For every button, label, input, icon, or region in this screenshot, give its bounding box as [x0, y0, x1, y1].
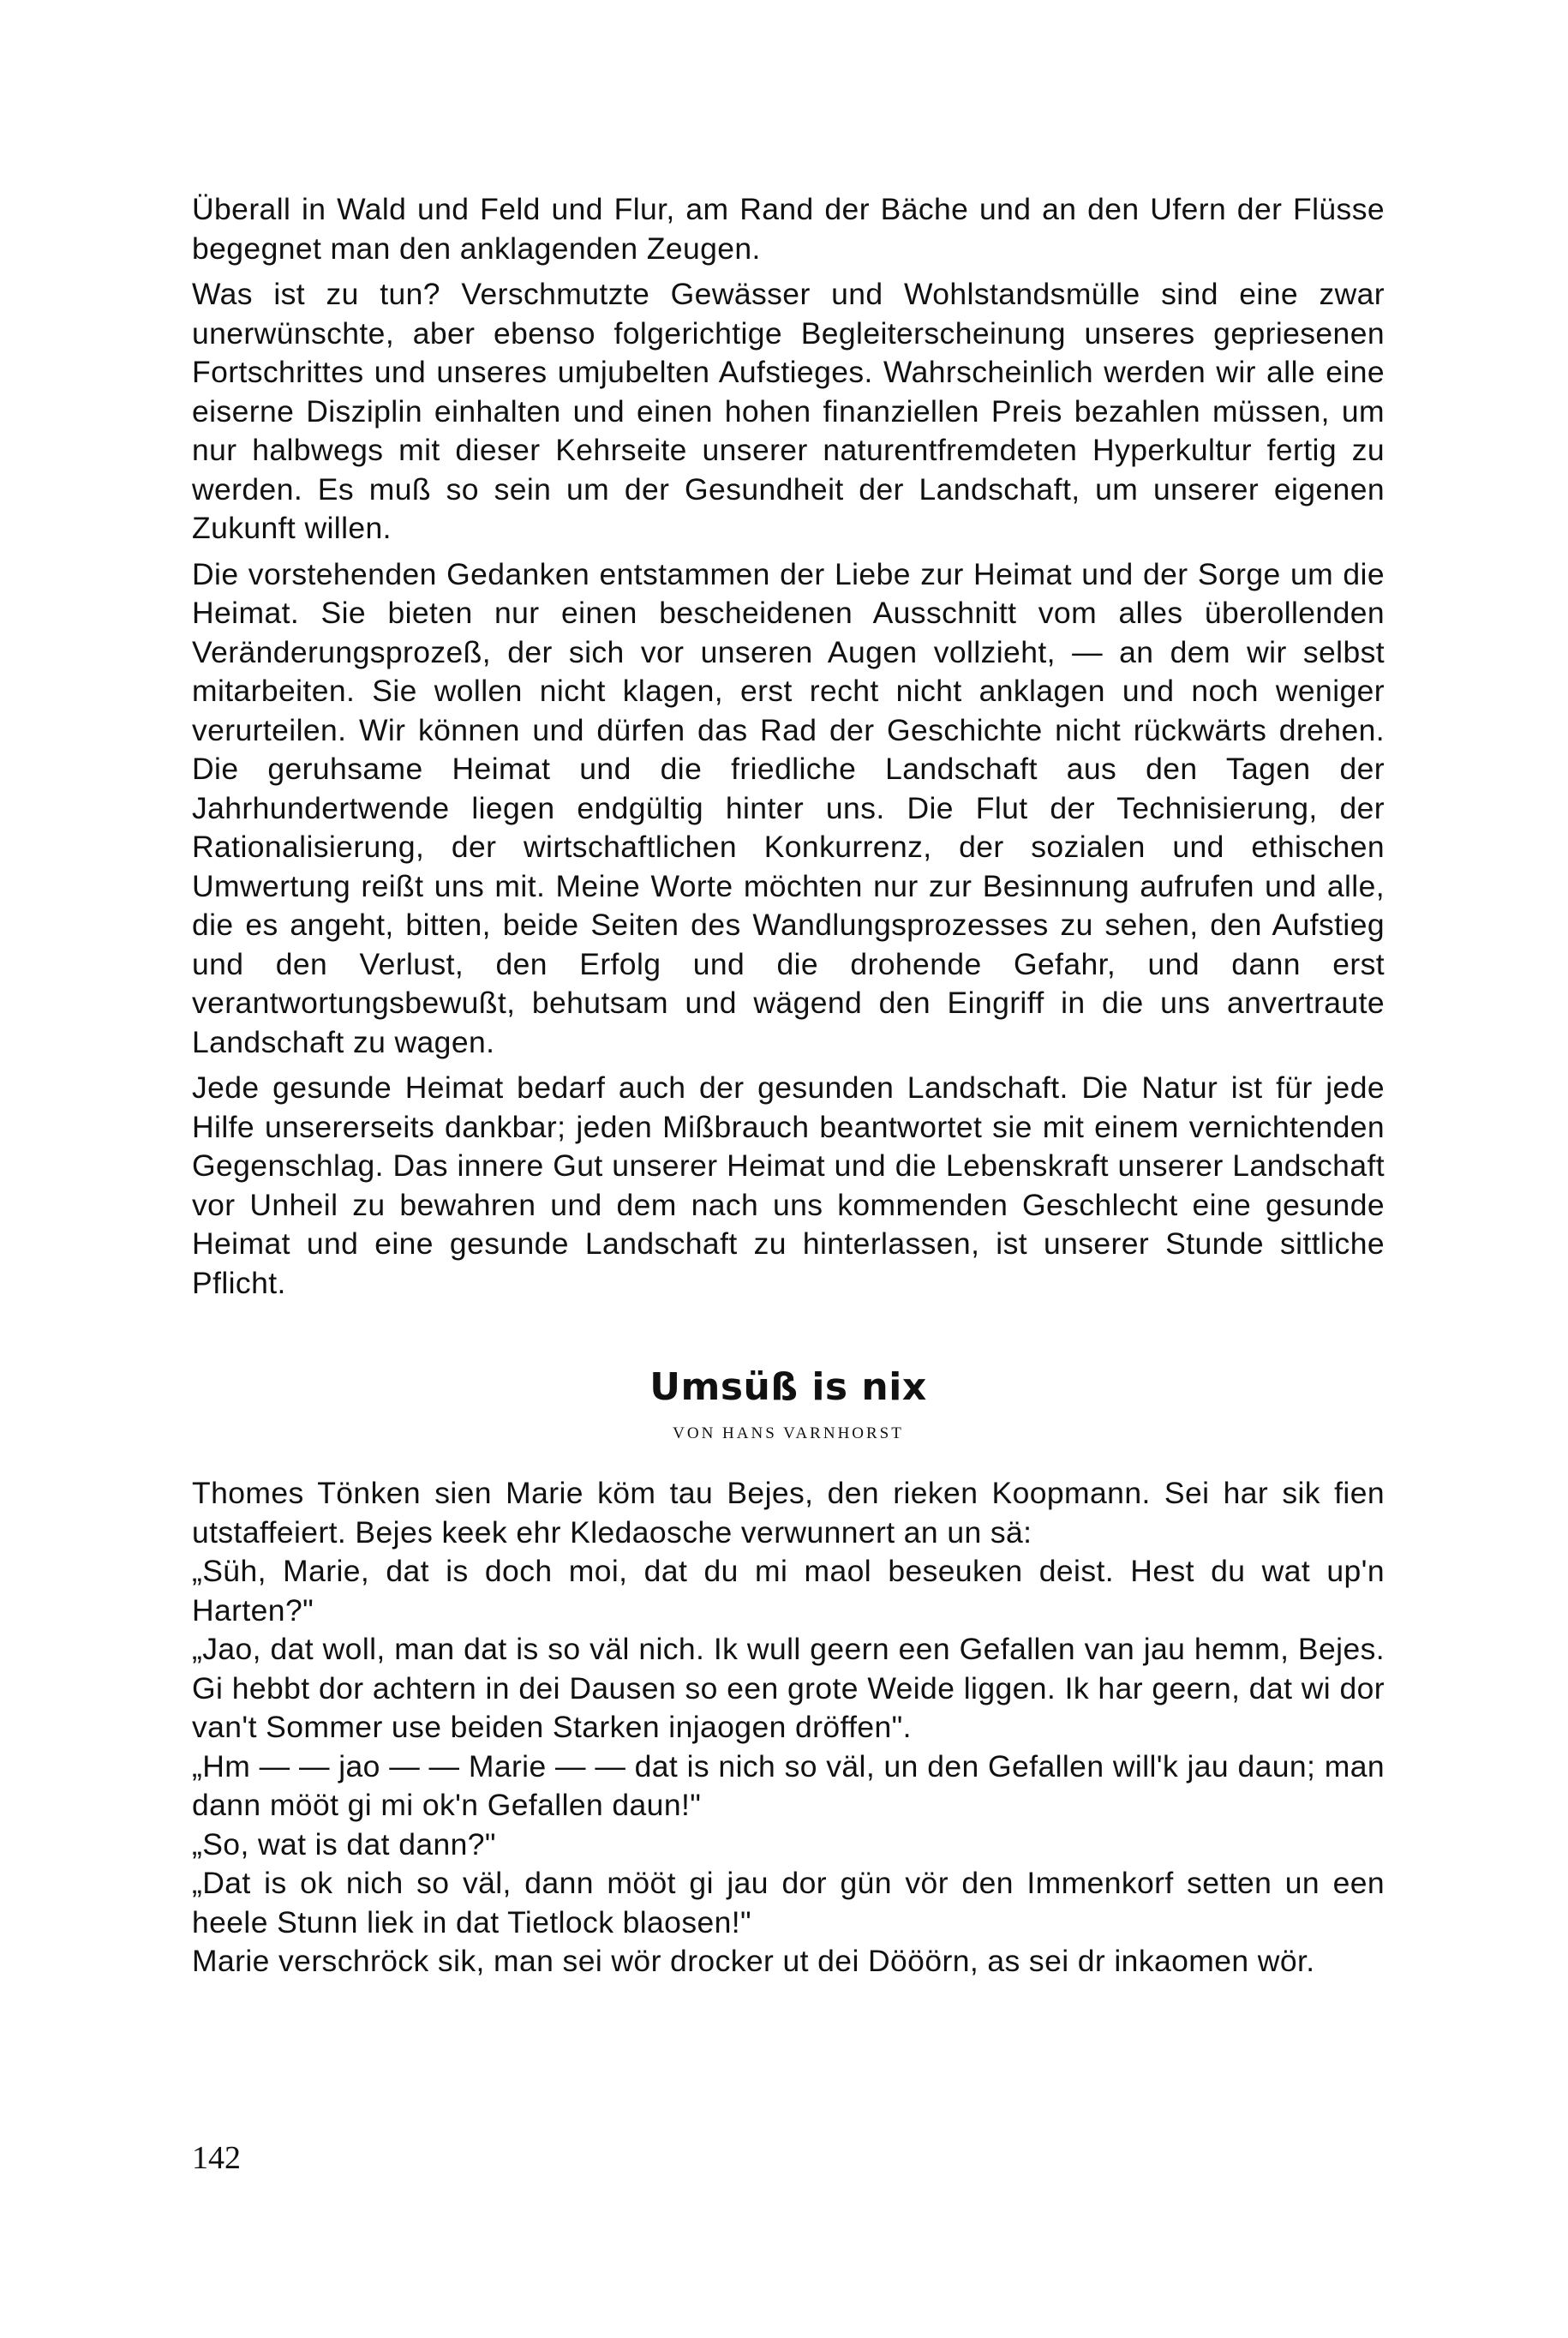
page-number: 142 — [192, 2140, 241, 2176]
story-paragraph-3: „Jao, dat woll, man dat is so väl nich. Ik wull geern een Gefallen van jau hemm, Bejes. Gi hebbt dor achtern in dei Dausen so een grote Weide liggen. Ik har geern, dat wi dor van't Sommer use beiden Starken injaogen dröffen". — [192, 1632, 1385, 1744]
essay-paragraph-2: Was ist zu tun? Verschmutzte Gewässer und Wohlstandsmülle sind eine zwar unerwünschte, aber ebenso folgerichtige Begleiterscheinung unseres gepriesenen Fortschrittes und unseres umjubelten Aufstieges. Wahrscheinlich werden wir alle eine eiserne Disziplin einhalten und einen hohen finanziellen Preis bezahlen müssen, um nur halbwegs mit dieser Kehrseite unserer naturentfremdeten Hyperkultur fertig zu werden. Es muß so sein um der Gesundheit der Landschaft, um unserer eigenen Zukunft willen. — [192, 277, 1385, 545]
essay-paragraph-3: Die vorstehenden Gedanken entstammen der Liebe zur Heimat und der Sorge um die Heimat. Sie bieten nur einen bescheidenen Ausschnitt vom alles überollenden Veränderungsprozeß, der sich vor unseren Augen vollzieht, — an dem wir selbst mitarbeiten. Sie wollen nicht klagen, erst recht nicht anklagen und noch weniger verurteilen. Wir können und dürfen das Rad der Geschichte nicht rückwärts drehen. Die geruhsame Heimat und die friedliche Landschaft aus den Tagen der Jahrhundertwende liegen endgültig hinter uns. Die Flut der Technisierung, der Rationalisierung, der wirtschaftlichen Konkurrenz, der sozialen und ethischen Umwertung reißt uns mit. Meine Worte möchten nur zur Besinnung aufrufen und alle, die es angeht, bitten, beide Seiten des Wandlungsprozesses zu sehen, den Aufstieg und den Verlust, den Erfolg und die drohende Gefahr, und dann erst verantwortungsbewußt, behutsam und wägend den Eingriff in die uns anvertraute Landschaft zu wagen. — [192, 556, 1385, 1059]
story-paragraph-2: „Süh, Marie, dat is doch moi, dat du mi maol beseuken deist. Hest du wat up'n Harten?" — [192, 1554, 1385, 1628]
essay-paragraph-4: Jede gesunde Heimat bedarf auch der gesunden Landschaft. Die Natur ist für jede Hilfe unsererseits dankbar; jeden Mißbrauch beantwortet sie mit einem vernichtenden Gegenschlag. Das innere Gut unserer Heimat und die Lebenskraft unserer Landschaft vor Unheil zu bewahren und dem nach uns kommenden Geschlecht eine gesunde Heimat und eine gesunde Landschaft zu hinterlassen, ist unserer Stunde sittliche Pflicht. — [192, 1070, 1385, 1300]
story-paragraph-5: „So, wat is dat dann?" — [192, 1826, 496, 1861]
story-paragraph-1: Thomes Tönken sien Marie köm tau Bejes, den rieken Koopmann. Sei har sik fien utstaffeiert. Bejes keek ehr Kledaosche verwunnert an un sä: — [192, 1476, 1385, 1550]
story-title: Umsüß is nix — [649, 1365, 927, 1409]
page-text — [192, 190, 1385, 1981]
essay-paragraph-1: Überall in Wald und Feld und Flur, am Rand der Bäche und an den Ufern der Flüsse begegnet man den anklagenden Zeugen. — [192, 192, 1385, 266]
story-paragraph-7: Marie verschröck sik, man sei wör drocker ut dei Dööörn, as sei dr inkaomen wör. — [192, 1944, 1315, 1978]
story-paragraph-4: „Hm — — jao — — Marie — — dat is nich so väl, un den Gefallen will'k jau daun; man dann mööt gi mi ok'n Gefallen daun!" — [192, 1748, 1385, 1822]
story-paragraph-6: „Dat is ok nich so väl, dann mööt gi jau dor gün vör den Immenkorf setten un een heele Stunn liek in dat Tietlock blaosen!" — [192, 1866, 1385, 1939]
story-byline: VON HANS VARNHORST — [673, 1424, 904, 1442]
